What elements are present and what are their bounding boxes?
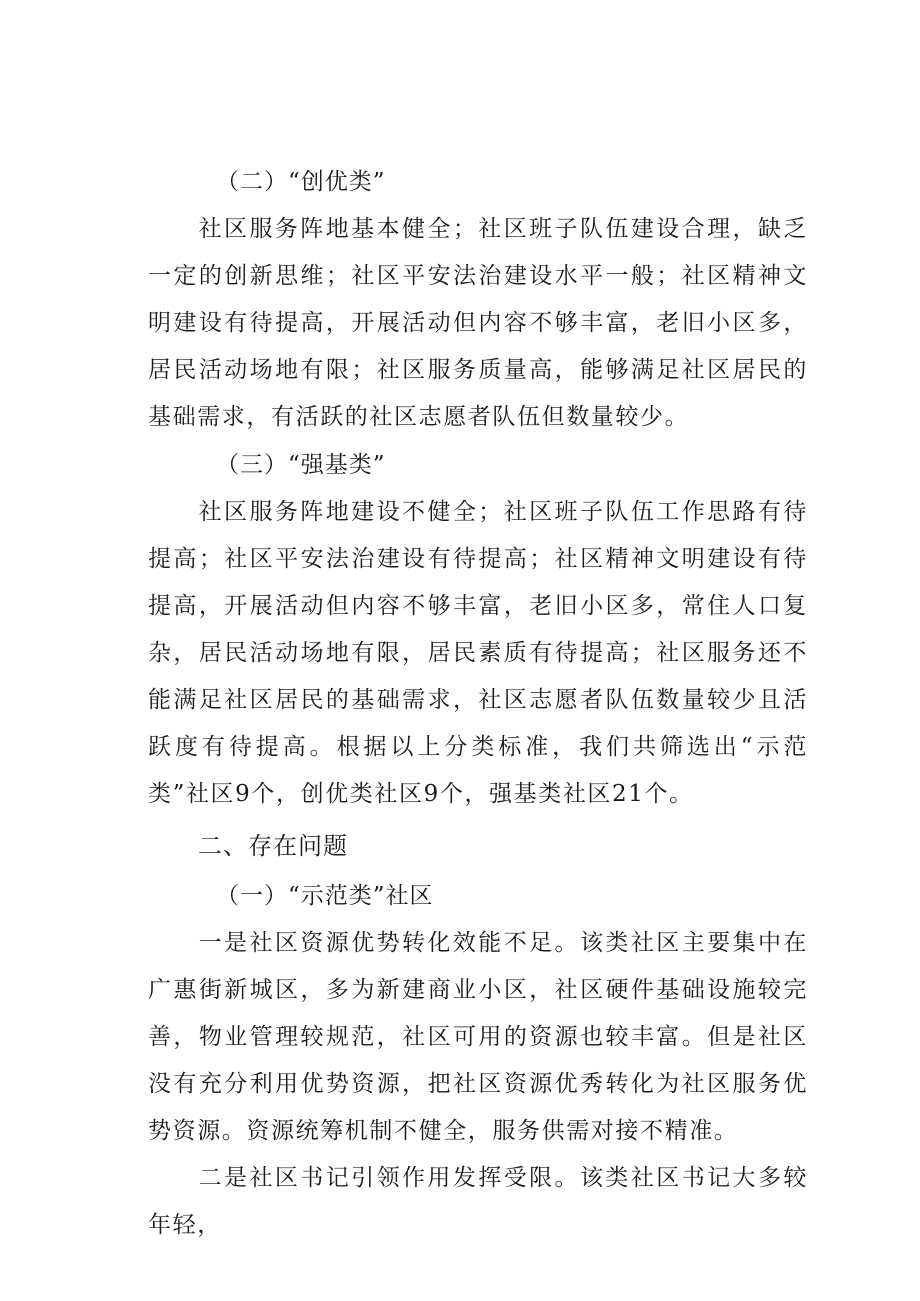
paragraph-qiangji: 社区服务阵地建设不健全；社区班子队伍工作思路有待提高；社区平安法治建设有待提高；社区精神文明建设有待提高，开展活动但内容不够丰富，老旧小区多，常住人口复杂，居民活动场地有限，居民素质有待提高；社区服务还不能满足社区居民的基础需求，社区志愿者队伍数量较少且活跃度有待提高。根据以上分类标准，我们共筛选出“示范类”社区9个，创优类社区9个，强基类社区21个。 [148,499,808,807]
paragraph-chuangyou: 社区服务阵地基本健全；社区班子队伍建设合理，缺乏一定的创新思维；社区平安法治建设水平一般；社区精神文明建设有待提高，开展活动但内容不够丰富，老旧小区多，居民活动场地有限；社区服务质量高，能够满足社区居民的基础需求，有活跃的社区志愿者队伍但数量较少。 [148,216,808,430]
subsection-title-shifan: （一）“示范类”社区 [216,883,434,909]
subsection-title-chuangyou: （二）“创优类” [216,169,386,195]
paragraph-resource-advantage: 一是社区资源优势转化效能不足。该类社区主要集中在广惠街新城区，多为新建商业小区，社区硬件基础设施较完善，物业管理较规范，社区可用的资源也较丰富。但是社区没有充分利用优势资源，把社区资源优秀转化为社区服务优势资源。资源统筹机制不健全，服务供需对接不精准。 [148,930,808,1144]
section-heading-problems: 二、存在问题 [198,832,348,860]
document-body [148,158,808,1249]
subsection-title-qiangji: （三）“强基类” [216,452,386,478]
paragraph-secretary-role: 二是社区书记引领作用发挥受限。该类社区书记大多较年轻， [148,1165,808,1238]
